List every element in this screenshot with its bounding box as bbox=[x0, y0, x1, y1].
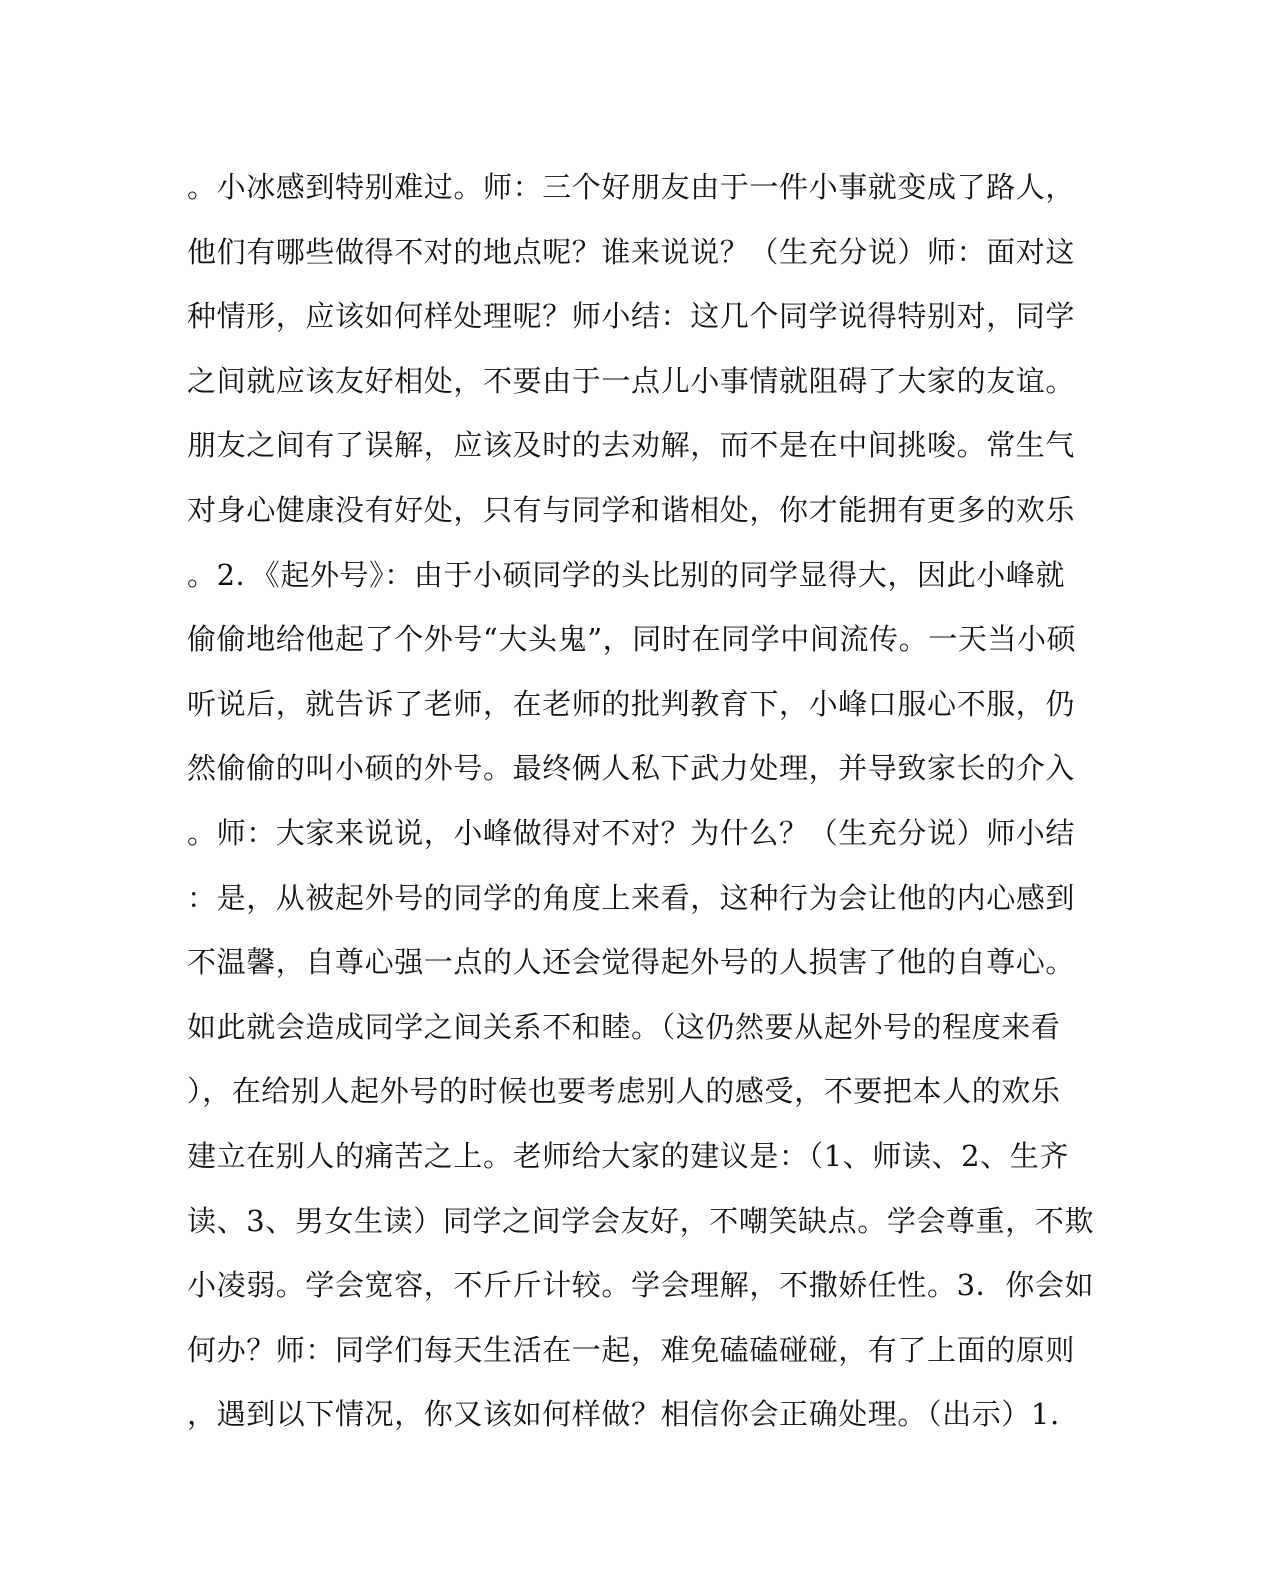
text-line: 朋友之间有了误解，应该及时的去劝解，而不是在中间挑唆。常生气 bbox=[187, 428, 1076, 463]
text-line: 偷偷地给他起了个外号“大头鬼”，同时在同学中间流传。一天当小硕 bbox=[187, 622, 1077, 657]
text-line: 然偷偷的叫小硕的外号。最终俩人私下武力处理，并导致家长的介入 bbox=[187, 751, 1076, 786]
text-line: 。小冰感到特别难过。师：三个好朋友由于一件小事就变成了路人， bbox=[187, 170, 1076, 204]
text-line: 何办？师：同学们每天生活在一起，难免磕磕碰碰，有了上面的原则 bbox=[187, 1332, 1076, 1367]
text-line: 。2．《起外号》：由于小硕同学的头比别的同学显得大，因此小峰就 bbox=[187, 557, 1066, 592]
text-line: 读、3、男女生读）同学之间学会友好，不嘲笑缺点。学会尊重，不欺 bbox=[187, 1203, 1095, 1238]
text-line: 听说后，就告诉了老师，在老师的批判教育下，小峰口服心不服，仍 bbox=[187, 686, 1076, 721]
text-line: ，遇到以下情况，你又该如何样做？相信你会正确处理。（出示）1. bbox=[187, 1397, 1060, 1432]
text-line: ：是，从被起外号的同学的角度上来看，这种行为会让他的内心感到 bbox=[187, 880, 1076, 915]
text-line: 不温馨，自尊心强一点的人还会觉得起外号的人损害了他的自尊心。 bbox=[187, 945, 1076, 980]
text-line: 之间就应该友好相处，不要由于一点儿小事情就阻碍了大家的友谊。 bbox=[187, 363, 1076, 398]
text-line: 小凌弱。学会宽容，不斤斤计较。学会理解，不撒娇任性。3．你会如 bbox=[187, 1268, 1095, 1303]
text-line: 对身心健康没有好处，只有与同学和谐相处，你才能拥有更多的欢乐 bbox=[187, 492, 1076, 527]
text-line: 种情形，应该如何样处理呢？师小结：这几个同学说得特别对，同学 bbox=[187, 299, 1076, 334]
text-line: ），在给别人起外号的时候也要考虑别人的感受，不要把本人的欢乐 bbox=[187, 1074, 1061, 1109]
body-text bbox=[187, 155, 1095, 1447]
text-line: 建立在别人的痛苦之上。老师给大家的建议是：（1、师读、2、生齐 bbox=[187, 1138, 1070, 1173]
text-line: 。师：大家来说说，小峰做得对不对？为什么？（生充分说）师小结 bbox=[187, 815, 1076, 850]
text-line: 如此就会造成同学之间关系不和睦。（这仍然要从起外号的程度来看 bbox=[187, 1009, 1061, 1044]
text-line: 他们有哪些做得不对的地点呢？谁来说说？（生充分说）师：面对这 bbox=[187, 234, 1076, 269]
